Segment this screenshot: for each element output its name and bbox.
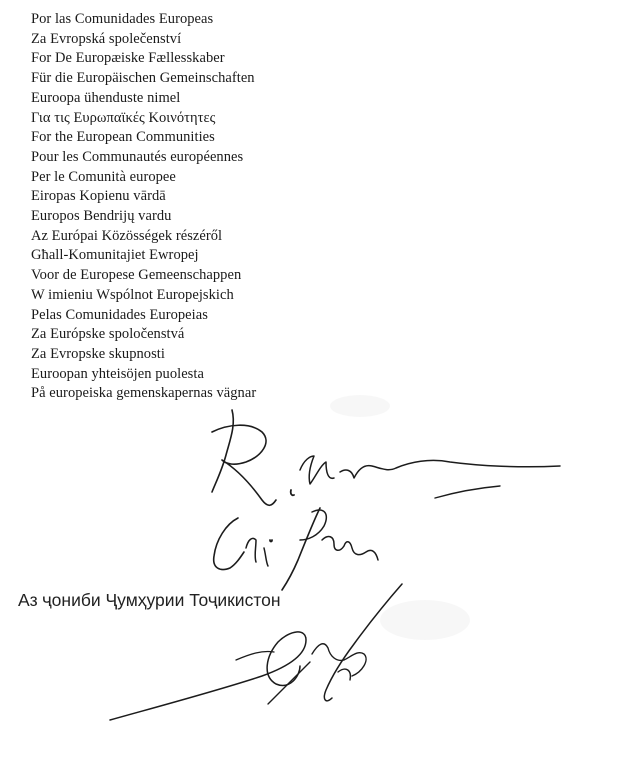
signatory-line-fi: Euroopan yhteisöjen puolesta: [31, 365, 204, 382]
signatory-line-it: Per le Comunità europee: [31, 168, 176, 185]
signatory-line-lv: Eiropas Kopienu vārdā: [31, 188, 166, 205]
signatory-line-pt: Pelas Comunidades Europeias: [31, 306, 208, 323]
signatory-line-en: For the European Communities: [31, 129, 215, 146]
scan-smudge: [380, 600, 470, 640]
signatory-line-sk: Za Európske spoločenstvá: [31, 326, 185, 343]
signatory-line-cs: Za Evropská společenství: [31, 30, 182, 47]
tajikistan-signatory-line: Аз ҷониби Ҷумҳурии Тоҷикистон: [18, 590, 281, 610]
signatory-line-pl: W imieniu Wspólnot Europejskich: [31, 286, 234, 303]
signatory-line-lt: Europos Bendrijų vardu: [31, 208, 172, 225]
signatory-line-mt: Għall-Komunitajiet Ewropej: [31, 247, 199, 264]
signatory-line-et: Euroopa ühenduste nimel: [31, 89, 181, 106]
scan-smudge: [330, 395, 390, 417]
eu-signatory-list: [31, 10, 256, 404]
signatory-line-de: Für die Europäischen Gemeinschaften: [31, 70, 255, 87]
signatory-line-hu: Az Európai Közösségek részéről: [31, 227, 223, 244]
signatory-line-da: For De Europæiske Fællesskaber: [31, 50, 225, 67]
signatory-line-es: Por las Comunidades Europeas: [31, 11, 214, 27]
signatory-line-fr: Pour les Communautés européennes: [31, 148, 244, 165]
signatory-line-el: Για τις Ευρωπαϊκές Κοινότητες: [31, 109, 216, 126]
signatory-line-sl: Za Evropske skupnosti: [31, 345, 165, 362]
signatory-line-nl: Voor de Europese Gemeenschappen: [31, 267, 242, 284]
signatory-line-sv: På europeiska gemenskapernas vägnar: [31, 385, 257, 402]
